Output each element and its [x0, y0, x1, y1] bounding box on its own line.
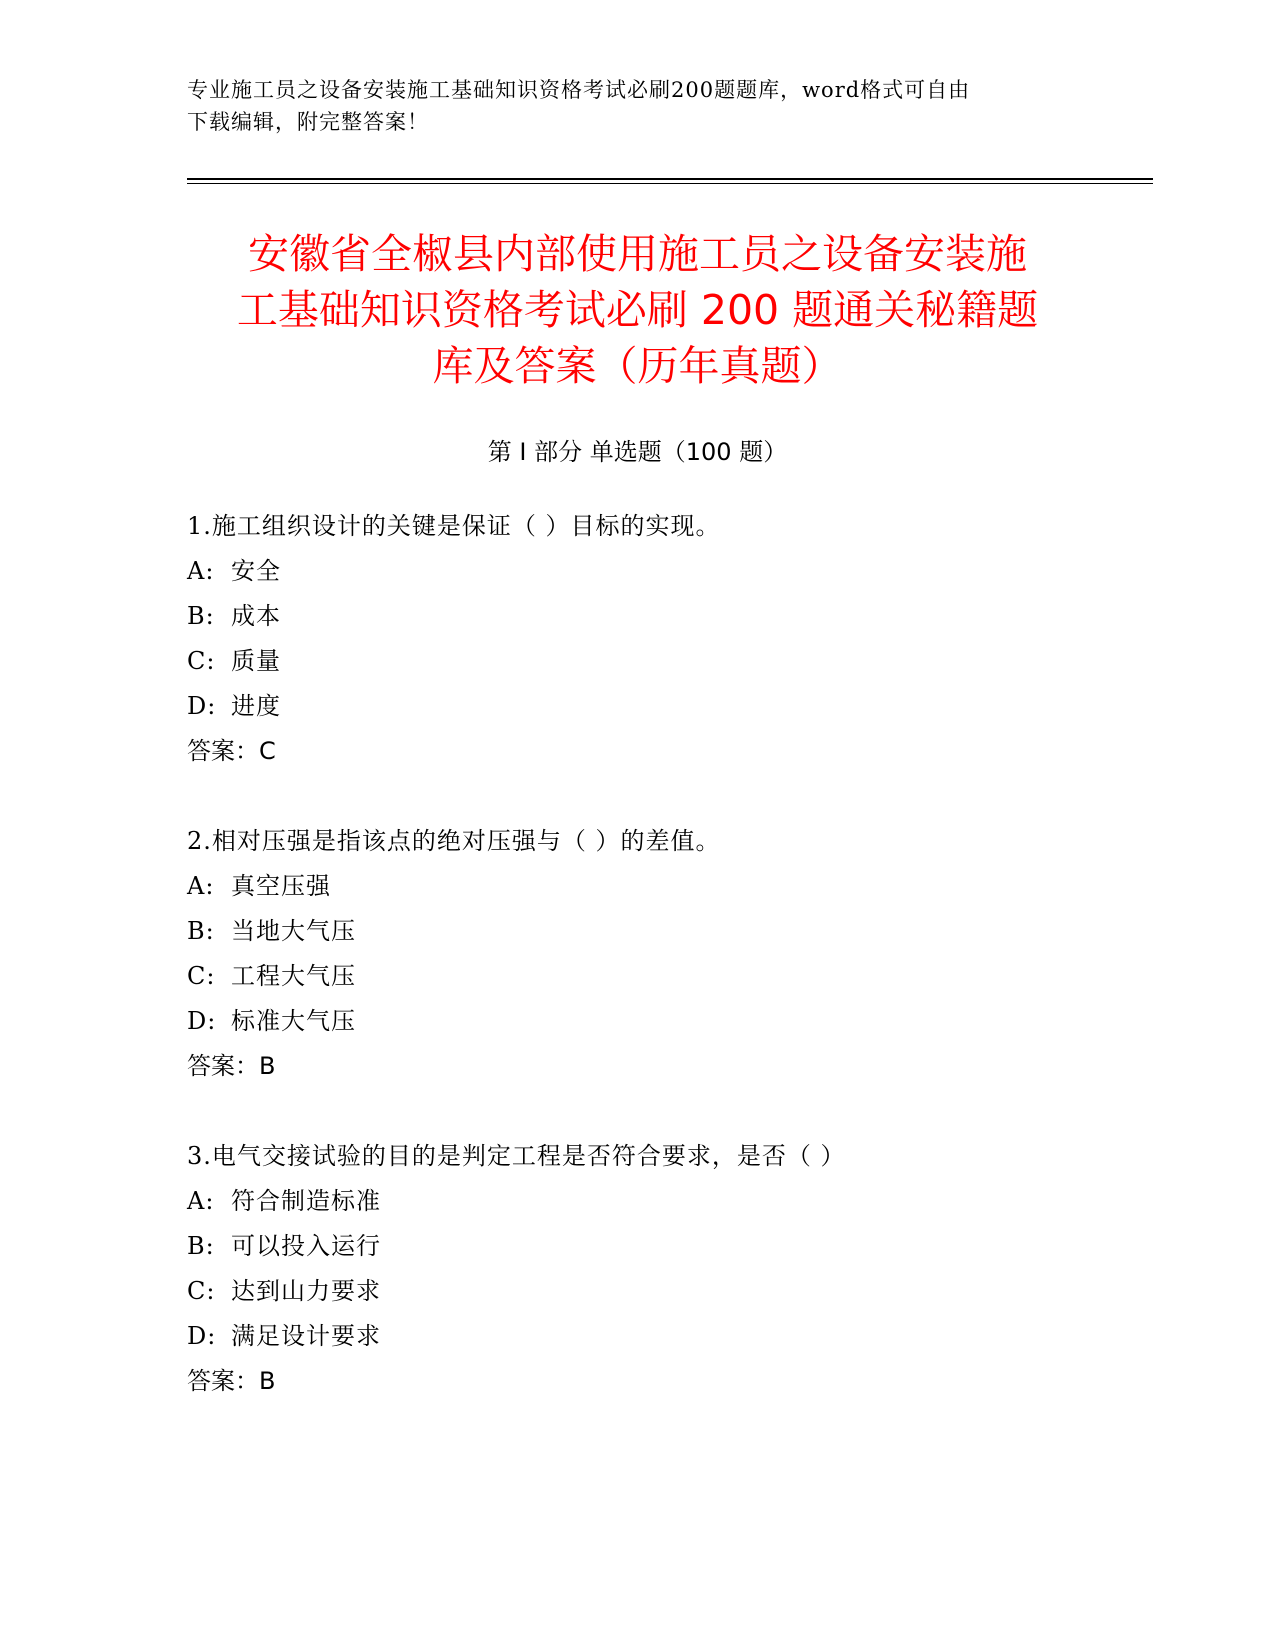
- option-d: [187, 1006, 1147, 1036]
- document-header-note: [187, 74, 1087, 138]
- option-text: 进度: [231, 692, 281, 720]
- title-line-2: 工基础知识资格考试必刷 200 题通关秘籍题: [236, 286, 1039, 334]
- option-key: A:: [187, 1187, 215, 1215]
- option-key: C:: [187, 647, 216, 675]
- option-key: D:: [187, 1007, 217, 1035]
- option-key: D:: [187, 692, 217, 720]
- option-text: 安全: [231, 557, 281, 585]
- option-text: 标准大气压: [231, 1007, 356, 1035]
- option-d: [187, 1321, 1147, 1351]
- option-text: 符合制造标准: [231, 1187, 381, 1215]
- header-line-1: 专业施工员之设备安装施工基础知识资格考试必刷200题题库，word格式可自由: [187, 78, 971, 102]
- option-key: B:: [187, 602, 215, 630]
- question-answer: 答案：B: [187, 1052, 276, 1080]
- section-heading: 第 I 部分 单选题（100 题）: [487, 438, 788, 466]
- option-text: 当地大气压: [231, 917, 356, 945]
- question-1: [187, 511, 1147, 766]
- document-title: [170, 226, 1105, 394]
- option-key: B:: [187, 917, 215, 945]
- option-text: 达到山力要求: [231, 1277, 381, 1305]
- question-answer: 答案：C: [187, 737, 276, 765]
- option-b: [187, 1231, 1147, 1261]
- question-answer: 答案：B: [187, 1367, 276, 1395]
- option-key: D:: [187, 1322, 217, 1350]
- option-text: 成本: [231, 602, 281, 630]
- option-a: [187, 871, 1147, 901]
- option-key: A:: [187, 557, 215, 585]
- option-b: [187, 916, 1147, 946]
- option-b: [187, 601, 1147, 631]
- question-stem: 1.施工组织设计的关键是保证（ ）目标的实现。: [187, 512, 721, 540]
- title-line-1: 安徽省全椒县内部使用施工员之设备安装施: [248, 230, 1027, 278]
- option-a: [187, 556, 1147, 586]
- question-3: [187, 1141, 1147, 1396]
- question-stem: 2.相对压强是指该点的绝对压强与（ ）的差值。: [187, 827, 721, 855]
- option-d: [187, 691, 1147, 721]
- header-line-2: 下载编辑，附完整答案！: [187, 110, 429, 134]
- option-text: 真空压强: [231, 872, 331, 900]
- option-text: 可以投入运行: [231, 1232, 381, 1260]
- option-text: 工程大气压: [231, 962, 356, 990]
- option-text: 质量: [231, 647, 281, 675]
- option-text: 满足设计要求: [231, 1322, 381, 1350]
- option-key: A:: [187, 872, 215, 900]
- option-key: B:: [187, 1232, 215, 1260]
- question-2: [187, 826, 1147, 1081]
- header-divider-thin: [187, 183, 1153, 184]
- option-key: C:: [187, 962, 216, 990]
- option-c: [187, 961, 1147, 991]
- option-c: [187, 1276, 1147, 1306]
- question-stem: 3.电气交接试验的目的是判定工程是否符合要求，是否（ ）: [187, 1142, 846, 1170]
- title-line-3: 库及答案（历年真题）: [432, 342, 843, 390]
- option-key: C:: [187, 1277, 216, 1305]
- header-divider-thick: [187, 178, 1153, 180]
- option-c: [187, 646, 1147, 676]
- option-a: [187, 1186, 1147, 1216]
